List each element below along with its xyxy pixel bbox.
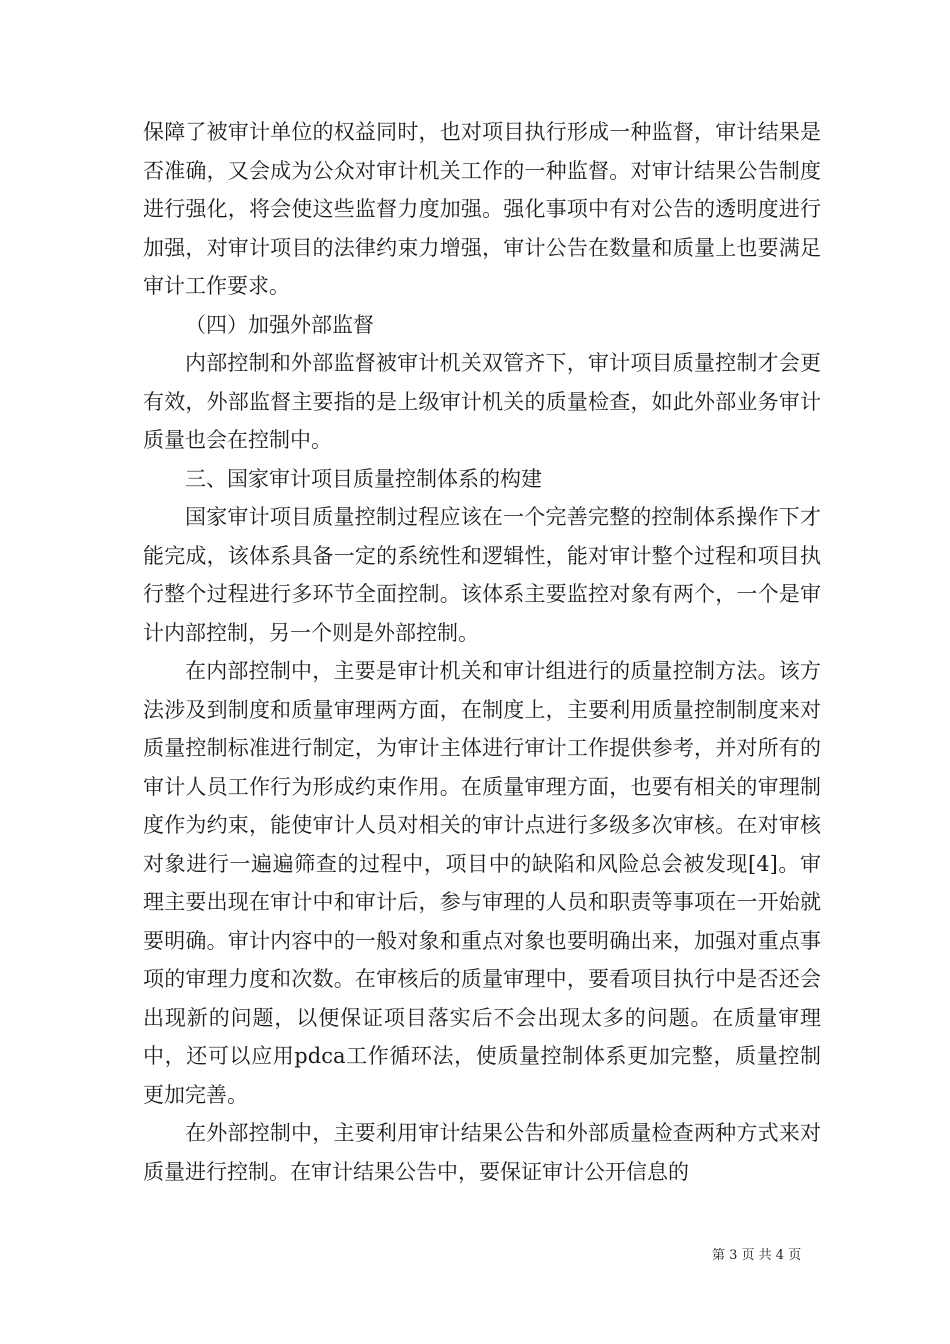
page-number-footer: 第 3 页 共 4 页	[712, 1248, 802, 1263]
paragraph-continuation: 保障了被审计单位的权益同时，也对项目执行形成一种监督，审计结果是否准确，又会成为公众对审计机关工作的一种监督。对审计结果公告制度进行强化，将会使这些监督力度加强。强化事项中有对公告的透明度进行加强，对审计项目的法律约束力增强，审计公告在数量和质量上也要满足审计工作要求。	[143, 120, 821, 298]
paragraph-internal-control: 在内部控制中，主要是审计机关和审计组进行的质量控制方法。该方法涉及到制度和质量审理两方面，在制度上，主要利用质量控制制度来对质量控制标准进行制定，为审计主体进行审计工作提供参考，并对所有的审计人员工作行为形成约束作用。在质量审理方面，也要有相关的审理制度作为约束，能使审计人员对相关的审计点进行多级多次审核。在对审核对象进行一遍遍筛查的过程中，项目中的缺陷和风险总会被发现[4]。审理主要出现在审计中和审计后，参与审理的人员和职责等事项在一开始就要明确。审计内容中的一般对象和重点对象也要明确出来，加强对重点事项的审理力度和次数。在审核后的质量审理中，要看项目执行中是否还会出现新的问题，以便保证项目落实后不会出现太多的问题。在质量审理中，还可以应用pdca工作循环法，使质量控制体系更加完整，质量控制更加完善。	[143, 659, 821, 1107]
section-heading-strengthen-external-supervision: （四）加强外部监督	[185, 312, 374, 337]
document-body	[143, 113, 821, 1191]
paragraph-external-supervision: 内部控制和外部监督被审计机关双管齐下，审计项目质量控制才会更有效，外部监督主要指的是上级审计机关的质量检查，如此外部业务审计质量也会在控制中。	[143, 351, 821, 452]
paragraph-external-control: 在外部控制中，主要利用审计结果公告和外部质量检查两种方式来对质量进行控制。在审计结果公告中，要保证审计公开信息的	[143, 1121, 821, 1184]
section-heading-quality-control-system: 三、国家审计项目质量控制体系的构建	[185, 466, 542, 491]
paragraph-system-overview: 国家审计项目质量控制过程应该在一个完善完整的控制体系操作下才能完成，该体系具备一定的系统性和逻辑性，能对审计整个过程和项目执行整个过程进行多环节全面控制。该体系主要监控对象有两个，一个是审计内部控制，另一个则是外部控制。	[143, 505, 821, 645]
